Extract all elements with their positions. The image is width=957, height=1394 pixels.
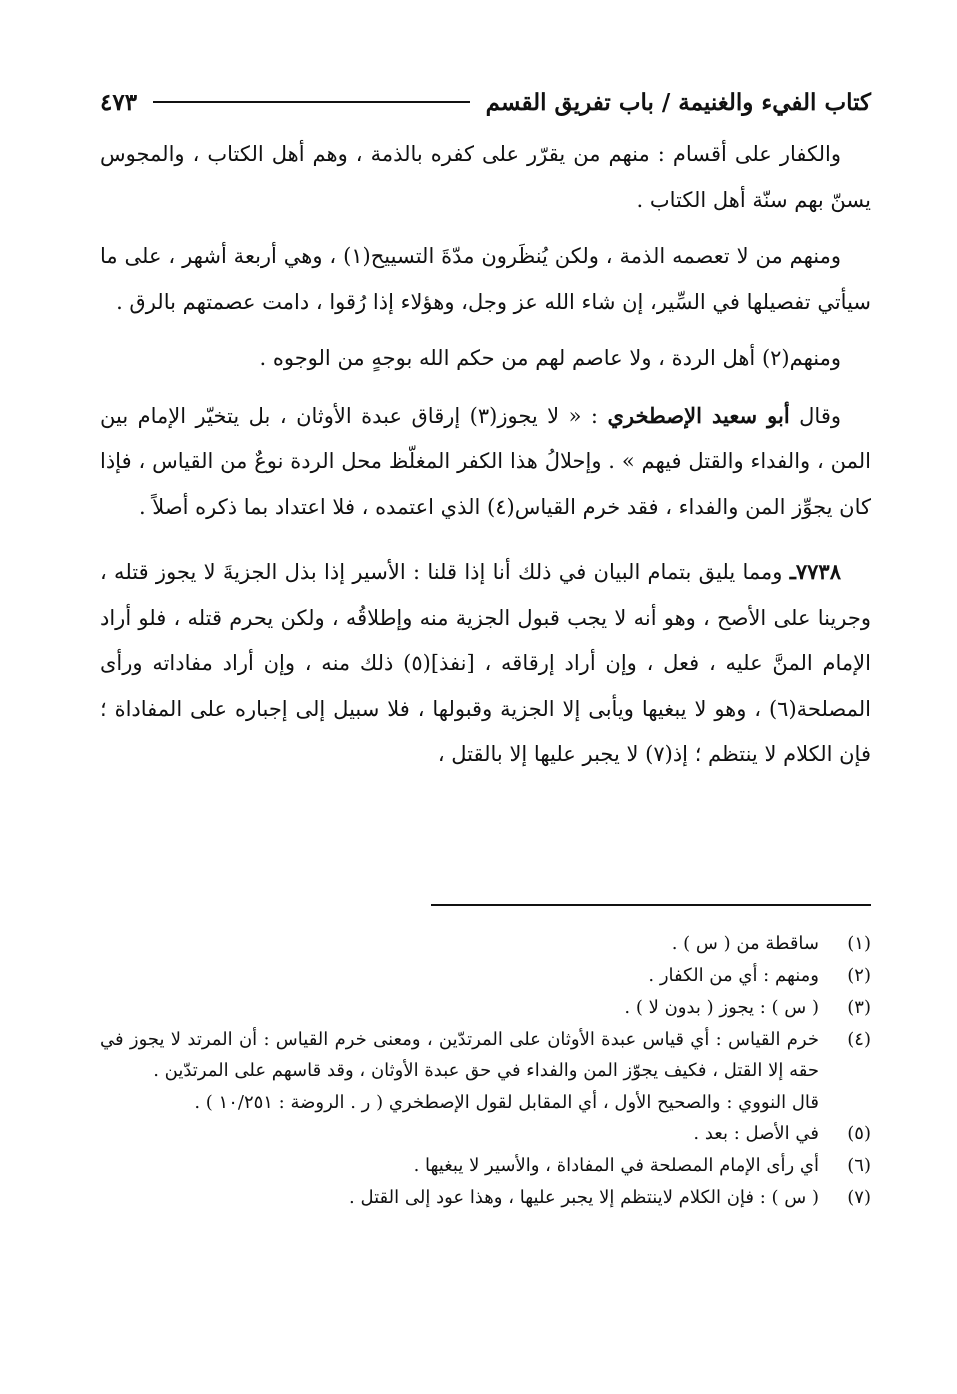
- footnote-text: في الأصل : بعد .: [693, 1123, 819, 1144]
- footnote-4: [100, 1024, 871, 1086]
- footnote-number: (٥): [847, 1123, 871, 1144]
- running-header: [100, 82, 871, 122]
- header-title: كتاب الفيء والغنيمة / باب تفريق القسم: [485, 88, 871, 116]
- header-rule: [153, 101, 470, 103]
- paragraph-3: ومنهم(٢) أهل الردة ، ولا عاصم لهم من حكم الله بوجهٍ من الوجوه .: [259, 346, 841, 370]
- footnote-text: ( س ) : فإن الكلام لاينتظم إلا يجبر عليها ، وهذا عود إلى القتل .: [349, 1187, 819, 1208]
- paragraph-number: ٧٧٣٨ـ: [789, 559, 841, 584]
- paragraph-2: ومنهم من لا تعصمه الذمة ، ولكن يُنظَرون مدّةَ التسييح(١) ، وهي أربعة أشهر ، على ما سيأتي تفصيلها في السِّير، إن شاء الله عز وجل، وهؤلاء إذا رُقوا ، دامت عصمتهم بالرق .: [100, 244, 871, 314]
- footnote-text: ( س ) : يجوز ( بدون لا ) .: [624, 997, 819, 1018]
- footnote-text: ومنهم : أي من الكفار .: [648, 965, 819, 986]
- footnote-3: [100, 992, 871, 1023]
- paragraph-4: [100, 393, 871, 531]
- footnote-2: [100, 960, 871, 991]
- footnote-number: (٧): [847, 1187, 871, 1208]
- paragraph-1: والكفار على أقسام : منهم من يقرّر على كفره بالذمة ، وهم أهل الكتاب ، والمجوس يسنّ بهم سنّة أهل الكتاب .: [100, 142, 871, 212]
- scholar-name: أبو سعيد الإصطخري: [607, 402, 790, 428]
- footnote-1: [100, 928, 871, 959]
- footnote-number: (٣): [847, 997, 871, 1018]
- footnote-text: خرم القياس : أي قياس عبدة الأوثان على المرتدّين ، ومعنى خرم القياس : أن المرتد لا يجوز في حقه إلا القتل ، فكيف يجوّز المن والفداء في حق عبدة الأوثان ، وقد قاسهم على المرتدّين .: [100, 1029, 819, 1081]
- footnote-text: أي رأى الإمام المصلحة في المفاداة ، والأسير لا يبغيها .: [413, 1155, 819, 1176]
- footnote-7: [100, 1182, 871, 1213]
- paragraph-7738-text: ومما يليق بتمام البيان في ذلك أنا إذا قلنا : الأسير إذا بذل الجزيةَ لا يجوز قتله ، وجرينا على الأصح ، وهو أنه لا يجب قبول الجزية منه وإطلاقُه ، ولكن يحرم قتله ، فلو أراد الإمام المنَّ عليه ، فعل ، وإن أراد إرقاقه ، [نفذ](٥) ذلك منه ، وإن أراد مفاداته ورأى المصلحة(٦) ، وهو لا يبغيها ويأبى إلا الجزية وقبولها ، فلا سبيل إلى إجباره على المفاداة ؛ فإن الكلام لا ينتظم ؛ إذ(٧) لا يجبر عليها إلا بالقتل ،: [100, 560, 871, 766]
- footnote-number: (١): [847, 933, 871, 954]
- paragraph-7738: [100, 549, 871, 778]
- paragraph-4-rest: : « لا يجوز(٣) إرقاق عبدة الأوثان ، بل يتخيّر الإمام بين المن ، والفداء والقتل فيهم » . وإحلالُ هذا الكفر المغلّظ محل الردة نوعٌ من القياس ، فإذا كان يجوِّز المن والفداء ، فقد خرم القياس(٤) الذي اعتمده ، فلا اعتداد بما ذكره أصلاً .: [100, 403, 871, 519]
- footnote-text: ساقطة من ( س ) .: [671, 933, 819, 954]
- footnote-4-continuation: قال النووي : والصحيح الأول ، أي المقابل لقول الإصطخري ( ر . الروضة : ١٠/٢٥١ ) .: [194, 1092, 819, 1113]
- footnote-number: (٤): [847, 1029, 871, 1050]
- main-text: [100, 132, 871, 778]
- paragraph-4-lead: وقال: [789, 403, 841, 428]
- page-number: ٤٧٣: [100, 88, 138, 116]
- footnote-separator: [431, 904, 871, 906]
- footnote-6: [100, 1150, 871, 1181]
- footnote-number: (٦): [847, 1155, 871, 1176]
- footnote-5: [100, 1118, 871, 1149]
- footnotes: [100, 928, 871, 1214]
- footnote-number: (٢): [847, 965, 871, 986]
